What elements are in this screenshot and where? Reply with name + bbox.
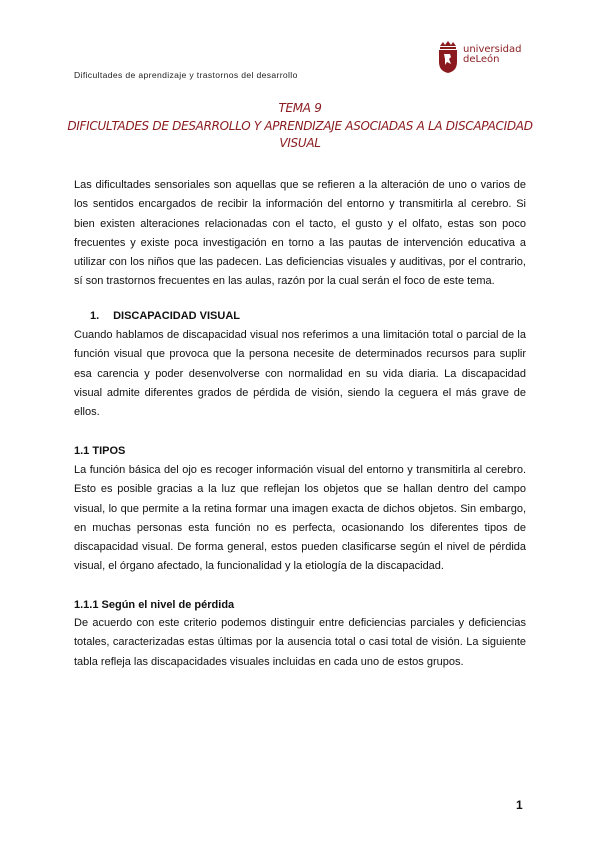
section-1-number: 1. xyxy=(90,310,100,322)
section-1-paragraph: Cuando hablamos de discapacidad visual nos referimos a una limitación total o parcial de la función visual que provoca que la persona necesite de determinados recursos para suplir esa carencia y poder desenvolverse con normalidad en su vida diaria. La discapacidad visual admite diferentes grados de pérdida de visión, siendo la ceguera el más grave de ellos. xyxy=(74,329,526,419)
title-topic: TEMA 9 xyxy=(278,101,322,115)
section-1-1-1-heading: 1.1.1 Según el nivel de pérdida xyxy=(74,599,235,611)
section-1-1-1-paragraph: De acuerdo con este criterio podemos distinguir entre deficiencias parciales y deficiencias totales, caracterizadas estas últimas por la ausencia total o casi total de visión. La siguiente tabla refleja las discapacidades visuales incluidas en cada uno de estos grupos. xyxy=(74,617,526,668)
coat-of-arms-icon xyxy=(436,40,460,74)
document-title xyxy=(60,100,540,153)
section-1-heading xyxy=(74,310,240,322)
title-main: DIFICULTADES DE DESARROLLO Y APRENDIZAJE ASOCIADAS A LA DISCAPACIDAD xyxy=(67,118,533,133)
page-number: 1 xyxy=(516,798,523,812)
section-1-1-heading: 1.1 TIPOS xyxy=(74,445,126,457)
title-main-cont: VISUAL xyxy=(279,136,321,150)
running-header: Dificultades de aprendizaje y trastornos del desarrollo xyxy=(74,70,298,80)
section-1-1-paragraph: La función básica del ojo es recoger información visual del entorno y transmitirla al cerebro. Esto es posible gracias a la luz que reflejan los objetos que se hallan dentro del campo visual, lo que permite a la retina formar una imagen exacta de dichos objetos. Sin embargo, en muchas personas esta función no es perfecta, ocasionando los diferentes tipos de discapacidad visual. De forma general, estos pueden clasificarse según el nivel de pérdida visual, el órgano afectado, la funcionalidad y la etiología de la discapacidad. xyxy=(74,464,526,573)
section-1-title: DISCAPACIDAD VISUAL xyxy=(113,310,240,322)
logo-line-2: deLeón xyxy=(463,54,500,65)
intro-paragraph: Las dificultades sensoriales son aquellas que se refieren a la alteración de uno o varios de los sentidos encargados de recibir la información del entorno y transmitirla al cerebro. Si bien existen alteraciones relacionadas con el tacto, el gusto y el olfato, estas son poco frecuentes y existe poca investigación en torno a las pautas de intervención educativa a utilizar con los niños que las padecen. Las deficiencias visuales y auditivas, por el contrario, sí son trastornos frecuentes en las aulas, razón por la cual serán el foco de este tema. xyxy=(74,179,526,288)
logo-line-1: universidad xyxy=(463,44,522,55)
logo-wordmark xyxy=(463,45,521,65)
university-logo xyxy=(436,40,526,76)
